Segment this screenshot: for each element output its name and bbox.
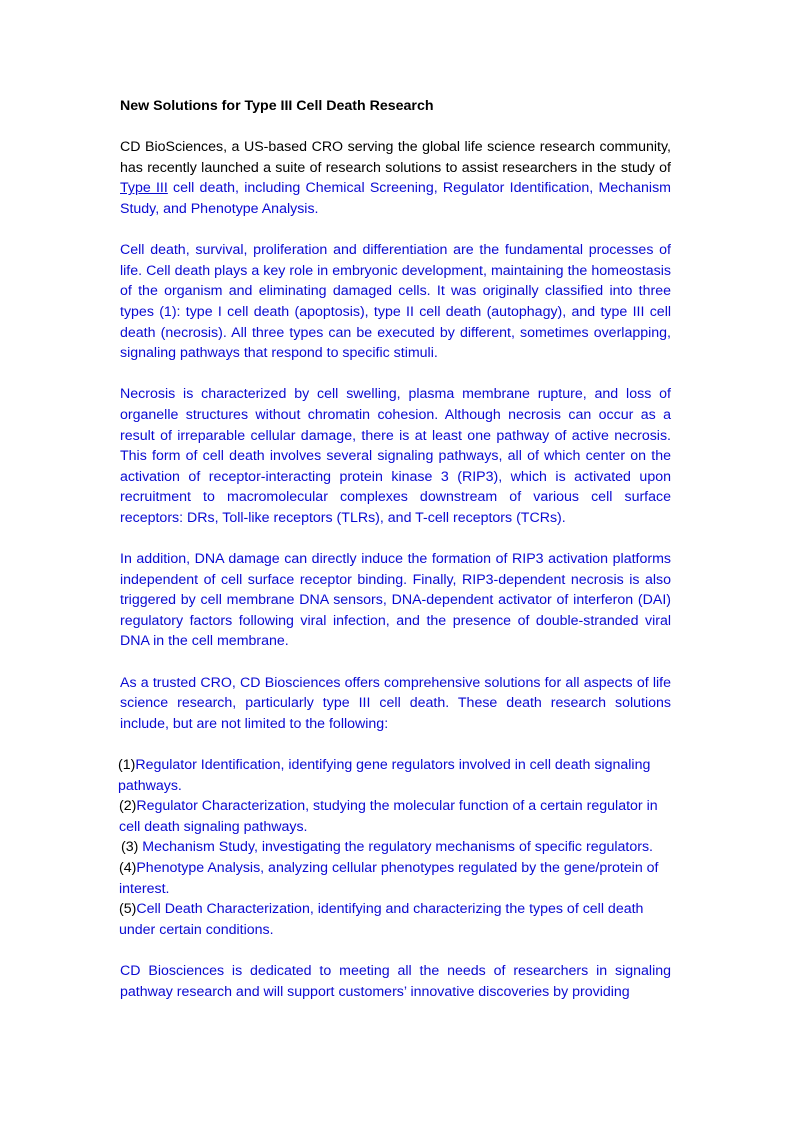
solutions-list	[120, 755, 671, 940]
list-item	[118, 755, 671, 796]
paragraph-cell-death: Cell death, survival, proliferation and differentiation are the fundamental processes of life. Cell death plays a key role in embryonic development, maintaining the homeostasis of the organism and eliminating damaged cells. It was originally classified into three types (1): type I cell death (apoptosis), type II cell death (autophagy), and type III cell death (necrosis). All three types can be executed by different, sometimes overlapping, signaling pathways that respond to specific stimuli.	[120, 242, 671, 362]
list-item-number: (5)	[119, 901, 137, 918]
list-item	[121, 837, 671, 858]
document-page	[120, 96, 671, 1023]
list-item-number: (3)	[121, 839, 143, 856]
list-item-text: Cell Death Characterization, identifying and characterizing the types of cell death under certain conditions.	[119, 901, 644, 938]
paragraph-solutions: As a trusted CRO, CD Biosciences offers comprehensive solutions for all aspects of life science research, particularly type III cell death. These death research solutions include, but are not limited to the following:	[120, 674, 671, 732]
list-item	[119, 796, 671, 837]
list-item-number: (1)	[118, 757, 136, 773]
closing-paragraph: CD Biosciences is dedicated to meeting all the needs of researchers in signaling pathway research and will support customers’ innovative discoveries by providing	[120, 962, 671, 1000]
intro-paragraph	[120, 137, 671, 219]
intro-black-text: CD BioSciences, a US-based CRO serving the global life science research community, has recently launched a suite of research solutions to assist researchers in the study of	[120, 139, 671, 176]
paragraph-dna-damage: In addition, DNA damage can directly induce the formation of RIP3 activation platforms independent of cell surface receptor binding. Finally, RIP3-dependent necrosis is also triggered by cell membrane DNA sensors, DNA-dependent activator of interferon (DAI) regulatory factors following viral infection, and the presence of double-stranded viral DNA in the cell membrane.	[120, 551, 671, 650]
list-item	[119, 858, 671, 899]
list-item-number: (4)	[119, 859, 137, 876]
type-iii-link[interactable]: Type III	[120, 180, 168, 197]
list-item	[119, 899, 671, 940]
document-title: New Solutions for Type III Cell Death Research	[120, 98, 434, 114]
list-item-text: Phenotype Analysis, analyzing cellular phenotypes regulated by the gene/protein of interest.	[119, 859, 659, 897]
paragraph-necrosis: Necrosis is characterized by cell swelling, plasma membrane rupture, and loss of organelle structures without chromatin cohesion. Although necrosis can occur as a result of irreparable cellular damage, there is at least one pathway of active necrosis. This form of cell death involves several signaling pathways, all of which center on the activation of receptor-interacting protein kinase 3 (RIP3), which is activated upon recruitment to macromolecular complexes downstream of various cell surface receptors: DRs, Toll-like receptors (TLRs), and T-cell receptors (TCRs).	[120, 386, 671, 526]
list-item-number: (2)	[119, 798, 137, 815]
list-item-text: Regulator Identification, identifying gene regulators involved in cell death signaling pathways.	[118, 757, 651, 794]
list-item-text: Regulator Characterization, studying the molecular function of a certain regulator in cell death signaling pathways.	[119, 798, 658, 835]
list-item-text: Mechanism Study, investigating the regulatory mechanisms of specific regulators.	[142, 839, 654, 856]
intro-blue-text: cell death, including Chemical Screening, Regulator Identification, Mechanism Study, and Phenotype Analysis.	[120, 180, 671, 217]
